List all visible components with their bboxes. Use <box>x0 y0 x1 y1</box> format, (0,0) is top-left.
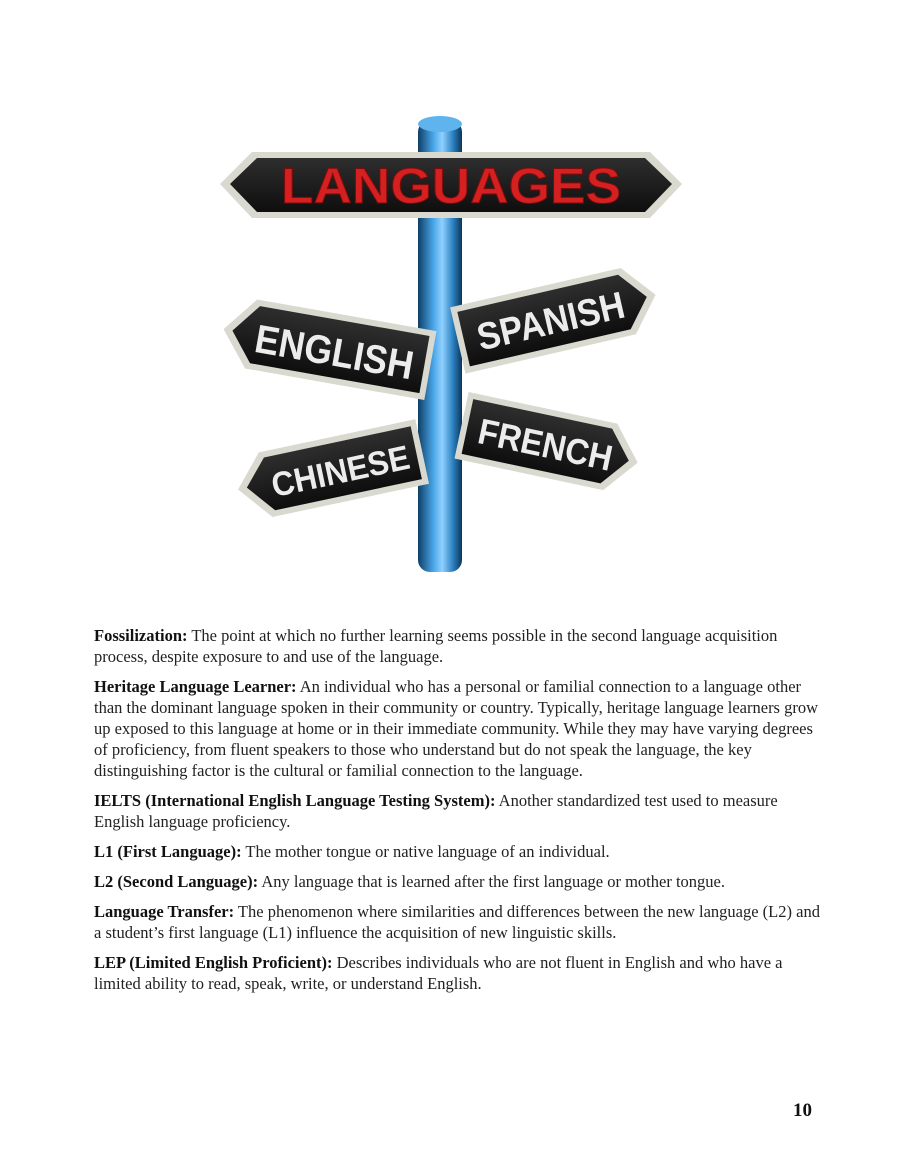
glossary-term: L2 (Second Language): <box>94 872 259 891</box>
sign-languages <box>220 152 682 218</box>
glossary-definition: Describes individuals who are not fluent in English and who have a limited ability to read, speak, write, or understand English. <box>94 953 783 993</box>
sign-english-label: ENGLISH <box>251 317 435 392</box>
sign-english <box>217 295 436 400</box>
sign-spanish-label: SPANISH <box>473 281 645 360</box>
sign-spanish <box>450 262 663 374</box>
glossary-definition: Another standardized test used to measure English language proficiency. <box>94 791 778 831</box>
glossary-term: LEP (Limited English Proficient): <box>94 953 333 972</box>
glossary-entry-l2 <box>94 871 824 892</box>
glossary-term: IELTS (International English Language Testing System): <box>94 791 496 810</box>
glossary-term: Heritage Language Learner: <box>94 677 297 696</box>
signpost-graphic <box>200 112 700 574</box>
glossary-entry-language-transfer <box>94 901 824 943</box>
glossary-definition: The mother tongue or native language of an individual. <box>241 842 610 861</box>
glossary-term: Fossilization: <box>94 626 188 645</box>
glossary-entry-l1 <box>94 841 824 862</box>
glossary-definition: The phenomenon where similarities and differences between the new language (L2) and a student’s first language (L1) influence the acquisition of new linguistic skills. <box>94 902 820 942</box>
glossary-definition: Any language that is learned after the first language or mother tongue. <box>258 872 725 891</box>
pole-cap <box>418 116 462 132</box>
glossary-entry-heritage-language-learner <box>94 676 824 781</box>
languages-signpost-illustration <box>200 112 700 574</box>
glossary-list <box>94 625 824 1003</box>
sign-chinese-label: CHINESE <box>268 436 424 505</box>
sign-french-label: FRENCH <box>474 410 630 482</box>
sign-chinese <box>231 419 429 523</box>
glossary-entry-fossilization <box>94 625 824 667</box>
glossary-entry-lep <box>94 952 824 994</box>
glossary-term: Language Transfer: <box>94 902 235 921</box>
glossary-definition: An individual who has a personal or familial connection to a language other than the dominant language spoken in their community or country. Typically, heritage language learners grow up exposed to this language at home or in their immediate community. While they may have varying degrees of proficiency, from fluent speakers to those who understand but do not speak the language, the key distinguishing factor is the cultural or familial connection to the language. <box>94 677 819 780</box>
page-number: 10 <box>793 1100 812 1121</box>
sign-french <box>454 392 644 496</box>
glossary-entry-ielts <box>94 790 824 832</box>
sign-languages-label: LANGUAGES <box>281 158 621 214</box>
glossary-term: L1 (First Language): <box>94 842 242 861</box>
glossary-definition: The point at which no further learning seems possible in the second language acquisition process, despite exposure to and use of the language. <box>94 626 778 666</box>
